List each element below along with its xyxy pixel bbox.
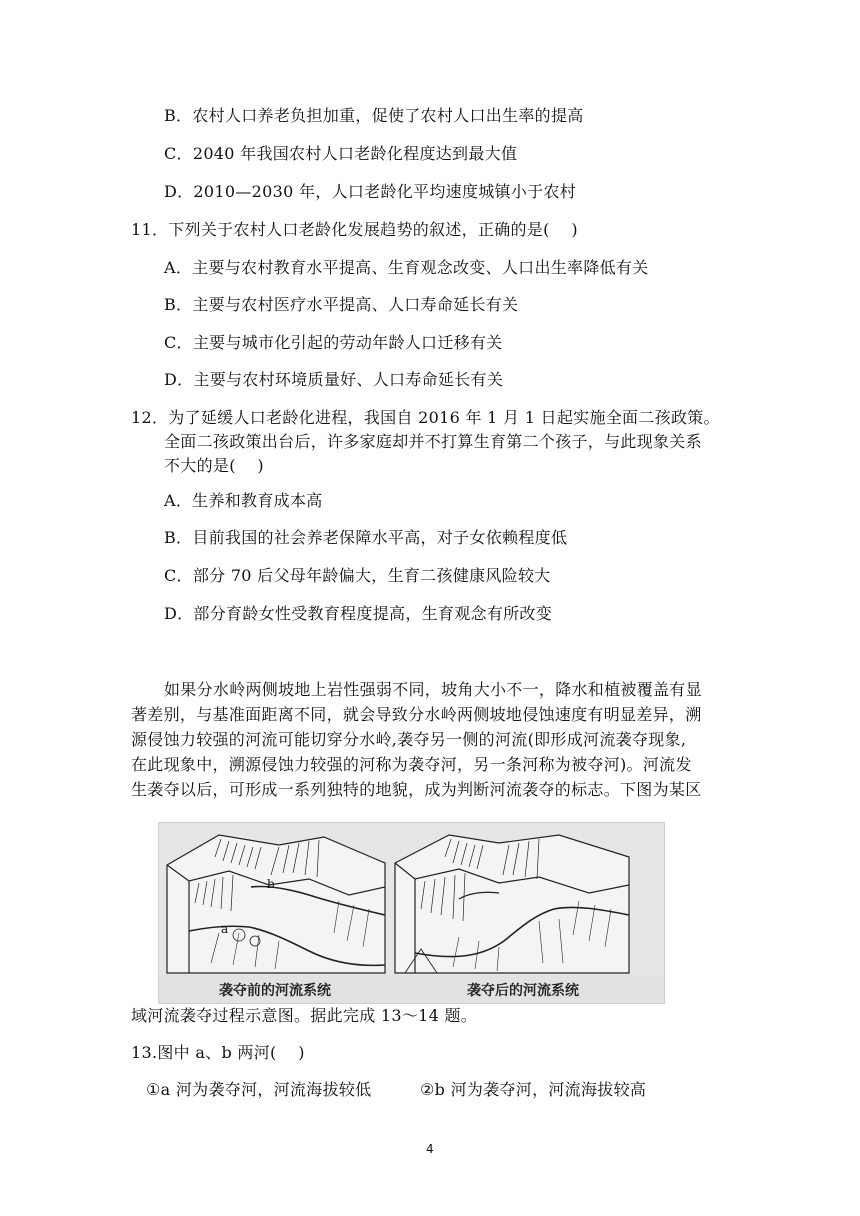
river-capture-illustration (159, 823, 664, 1003)
q11-option-d: D．主要与农村环境质量好、人口寿命延长有关 (164, 370, 504, 389)
passage-line-3: 源侵蚀力较强的河流可能切穿分水岭,袭夺另一侧的河流(即形成河流袭夺现象, (131, 730, 687, 749)
label-a: a (221, 922, 229, 936)
q12-option-d: D．部分育龄女性受教育程度提高，生育观念有所改变 (164, 604, 553, 623)
q13-option-1: ①a 河为袭夺河，河流海拔较低 (146, 1080, 372, 1099)
passage-line-4: 在此现象中，溯源侵蚀力较强的河称为袭夺河，另一条河称为被夺河)。河流发 (131, 755, 692, 774)
q12-stem-line-3: 不大的是( ) (164, 456, 264, 475)
caption-after-capture: 袭夺后的河流系统 (467, 983, 579, 999)
q10-option-b: B．农村人口养老负担加重，促使了农村人口出生率的提高 (164, 106, 584, 125)
q12-stem-line-2: 全面二孩政策出台后，许多家庭却并不打算生育第二个孩子，与此现象关系 (164, 432, 702, 451)
q11-option-b: B．主要与农村医疗水平提高、人口寿命延长有关 (164, 295, 519, 314)
q12-option-a: A．生养和教育成本高 (164, 491, 323, 510)
river-capture-figure (158, 822, 665, 1004)
q12-stem-line-1: 12．为了延缓人口老龄化进程，我国自 2016 年 1 月 1 日起实施全面二孩政策。 (131, 408, 720, 427)
q11-option-c: C．主要与城市化引起的劳动年龄人口迁移有关 (164, 333, 503, 352)
caption-before-capture: 袭夺前的河流系统 (219, 983, 331, 999)
passage-line-1: 如果分水岭两侧坡地上岩性强弱不同，坡角大小不一，降水和植被覆盖有显 (164, 680, 702, 699)
q12-option-b: B．目前我国的社会养老保障水平高，对子女依赖程度低 (164, 528, 568, 547)
after-capture-block (395, 835, 629, 973)
q13-stem: 13.图中 a、b 两河( ) (131, 1043, 305, 1062)
q13-option-2: ②b 河为袭夺河，河流海拔较高 (420, 1080, 647, 1099)
passage-line-2: 著差别，与基准面距离不同，就会导致分水岭两侧坡地侵蚀速度有明显差异，溯 (131, 705, 702, 724)
q10-option-c: C．2040 年我国农村人口老龄化程度达到最大值 (164, 144, 518, 163)
page-number: 4 (426, 1142, 434, 1156)
label-b: b (267, 877, 275, 891)
passage-continuation: 域河流袭夺过程示意图。据此完成 13～14 题。 (131, 1006, 478, 1025)
q11-stem: 11．下列关于农村人口老龄化发展趋势的叙述，正确的是( ) (131, 220, 578, 239)
q12-option-c: C．部分 70 后父母年龄偏大，生育二孩健康风险较大 (164, 566, 551, 585)
passage-line-5: 生袭夺以后，可形成一系列独特的地貌，成为判断河流袭夺的标志。下图为某区 (131, 780, 702, 799)
q10-option-d: D．2010—2030 年，人口老龄化平均速度城镇小于农村 (164, 182, 577, 201)
before-capture-block (167, 835, 385, 973)
q11-option-a: A．主要与农村教育水平提高、生育观念改变、人口出生率降低有关 (164, 258, 649, 277)
